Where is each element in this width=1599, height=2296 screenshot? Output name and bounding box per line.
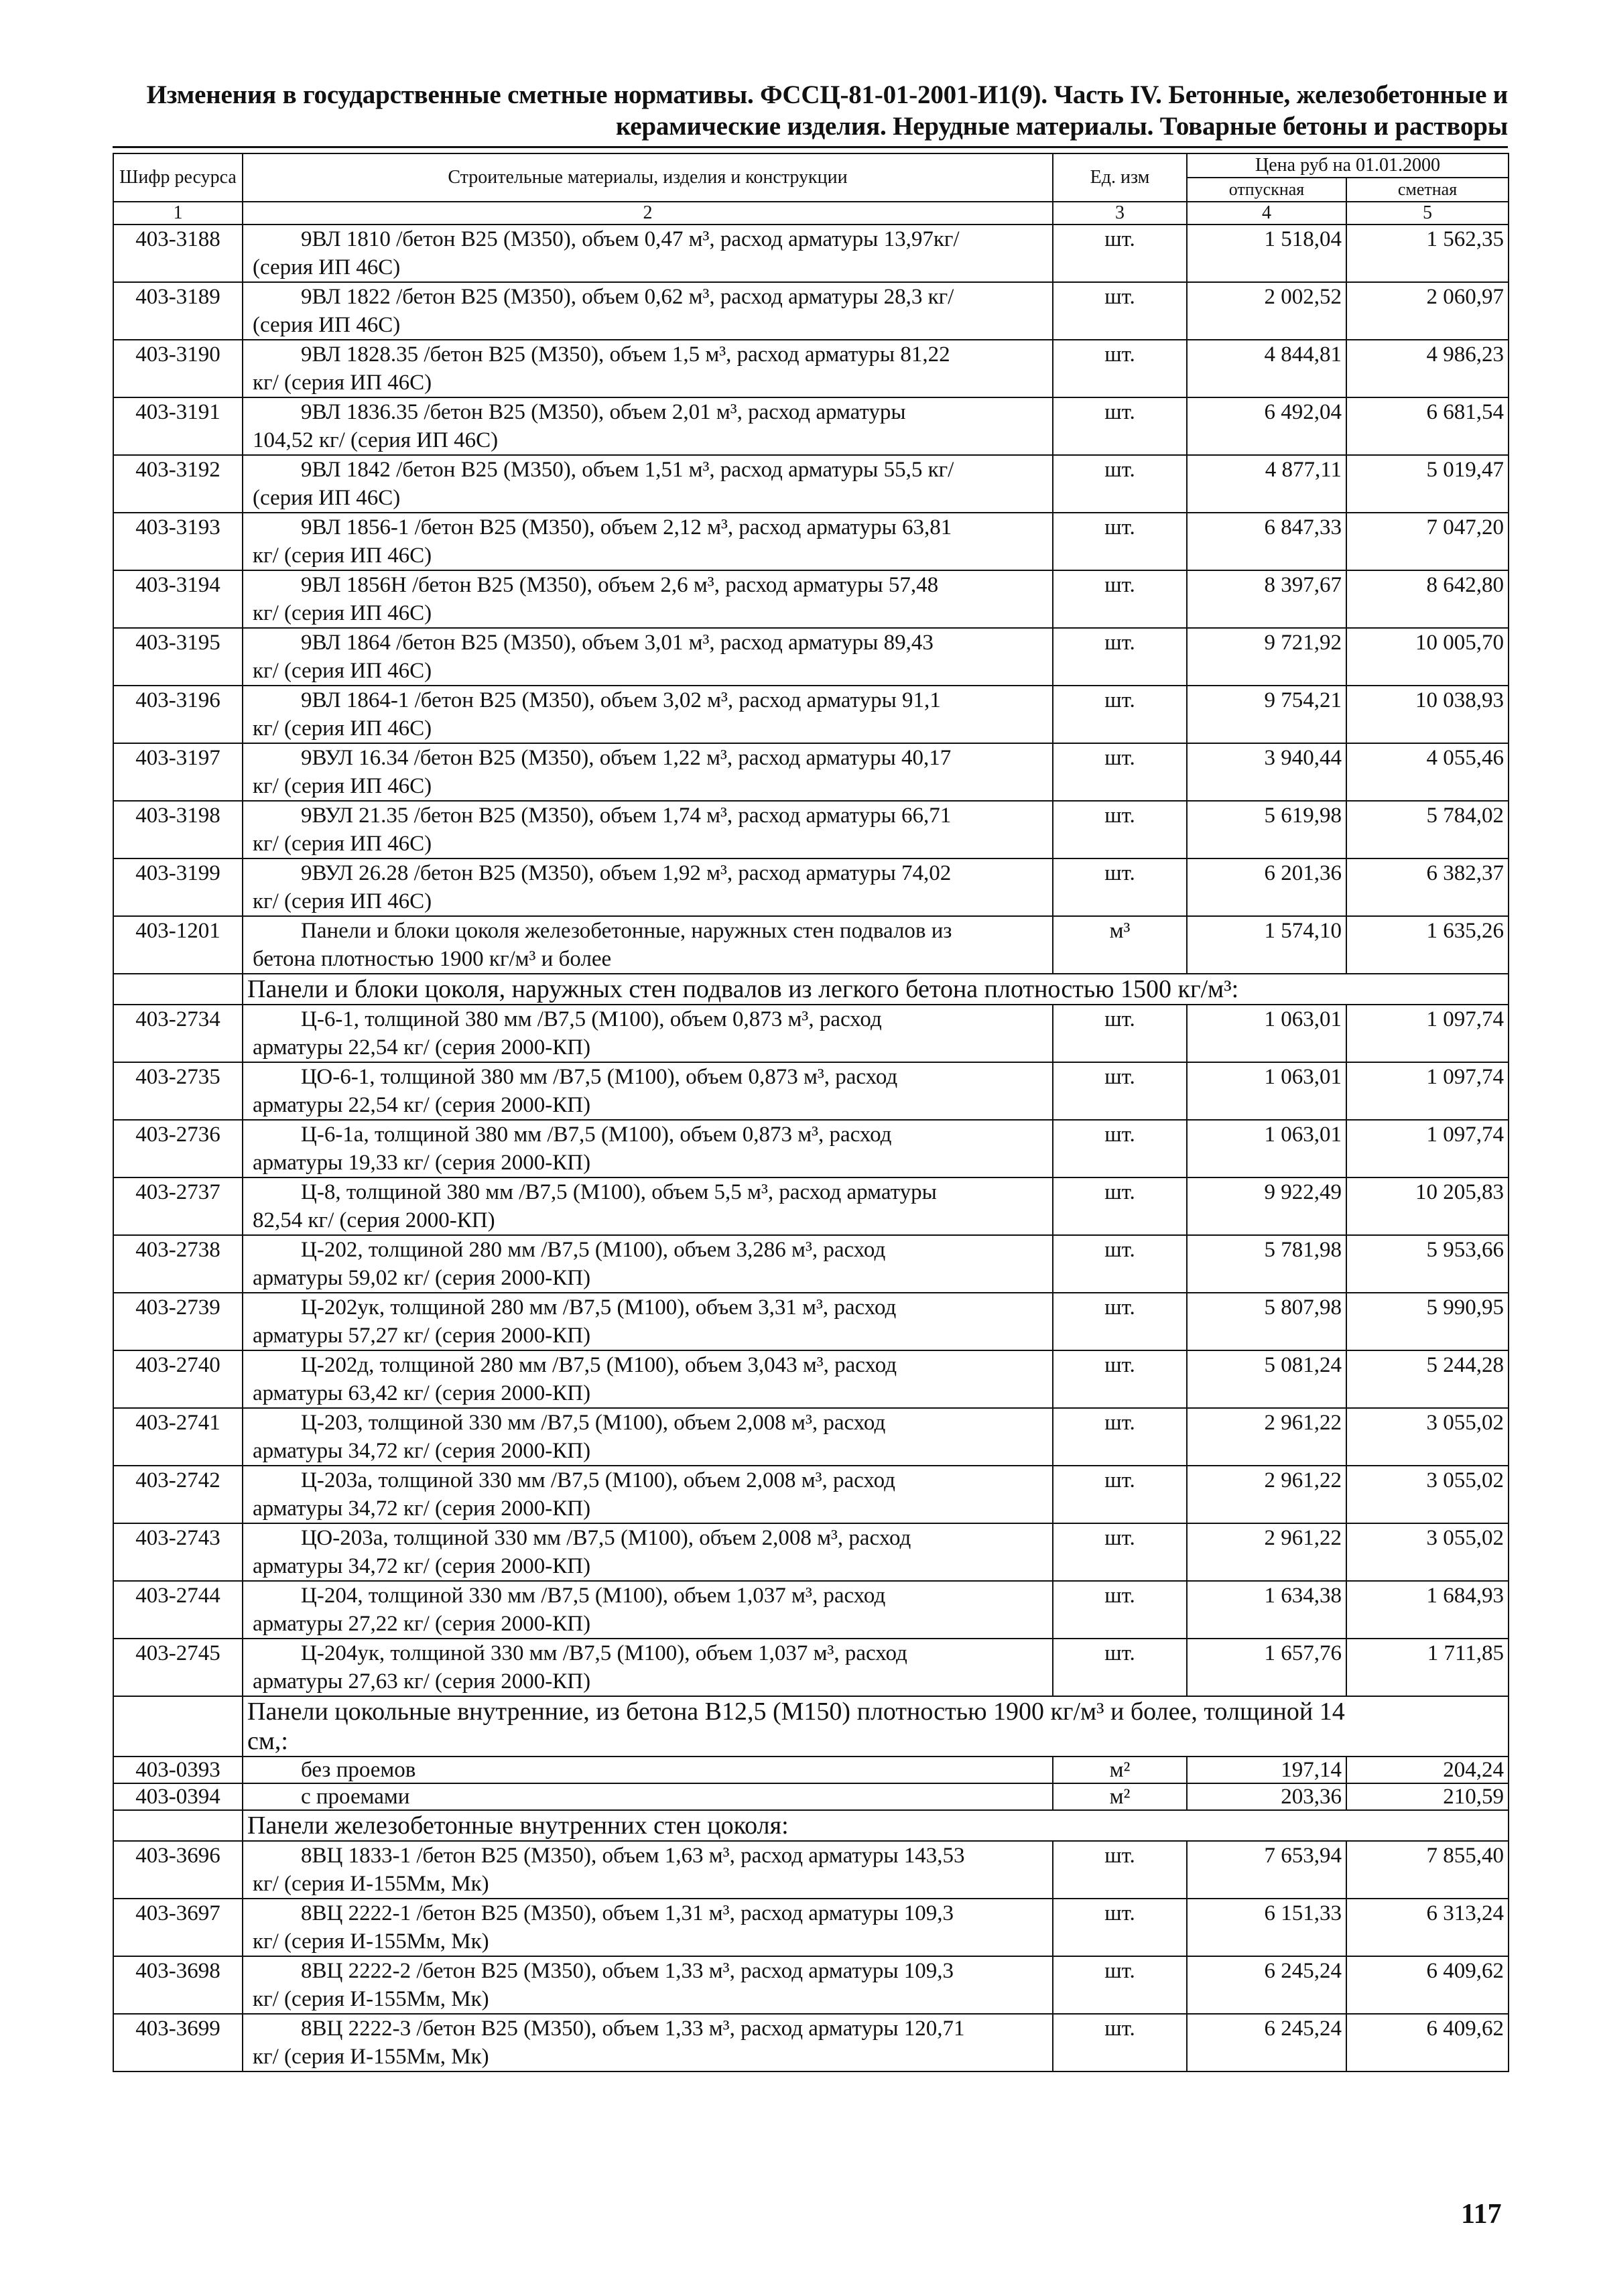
release-price: 1 063,01 (1187, 1062, 1346, 1120)
estimate-price: 5 784,02 (1346, 801, 1509, 858)
material-description (243, 570, 1053, 628)
unit: шт. (1053, 743, 1187, 801)
header-line-2: керамические изделия. Нерудные материалы. Товарные бетоны и растворы (615, 112, 1508, 141)
material-description (243, 628, 1053, 686)
resource-code: 403-2740 (113, 1350, 243, 1408)
table-row (113, 628, 1509, 686)
material-description (243, 1350, 1053, 1408)
description-line-2: арматуры 22,54 кг/ (серия 2000-КП) (253, 1035, 591, 1060)
resource-code: 403-3188 (113, 225, 243, 282)
material-description (243, 1639, 1053, 1696)
section-title-line: Панели цокольные внутренние, из бетона В12,5 (М150) плотностью 1900 кг/м³ и более, толщиной 14 (247, 1698, 1345, 1726)
release-price: 5 619,98 (1187, 801, 1346, 858)
unit: шт. (1053, 455, 1187, 513)
table-row (113, 397, 1509, 455)
release-price: 4 844,81 (1187, 340, 1346, 397)
description-line-2: кг/ (серия ИП 46С) (253, 371, 432, 395)
unit: шт. (1053, 1899, 1187, 1956)
release-price: 2 961,22 (1187, 1466, 1346, 1523)
col-header-code: Шифр ресурса (113, 153, 243, 202)
description-line-1: 9ВЛ 1856Н /бетон В25 (М350), объем 2,6 м³, расход арматуры 57,48 (301, 573, 939, 597)
section-row (113, 1810, 1509, 1841)
description-line-2: кг/ (серия ИП 46С) (253, 659, 432, 683)
col-num: 2 (243, 202, 1053, 225)
table-row (113, 282, 1509, 340)
description-line-1: с проемами (301, 1785, 410, 1809)
unit: шт. (1053, 1120, 1187, 1177)
col-num: 3 (1053, 202, 1187, 225)
resource-code: 403-3197 (113, 743, 243, 801)
material-description (243, 1899, 1053, 1956)
unit: шт. (1053, 628, 1187, 686)
resource-code: 403-3199 (113, 858, 243, 916)
material-description (243, 1177, 1053, 1235)
estimate-price: 4 986,23 (1346, 340, 1509, 397)
description-line-2: арматуры 34,72 кг/ (серия 2000-КП) (253, 1554, 591, 1578)
description-line-1: 8ВЦ 2222-2 /бетон В25 (М350), объем 1,33 м³, расход арматуры 109,3 (301, 1959, 954, 1983)
estimate-price: 7 855,40 (1346, 1841, 1509, 1899)
material-description (243, 1408, 1053, 1466)
material-description (243, 1466, 1053, 1523)
table-row (113, 1899, 1509, 1956)
resource-code: 403-3697 (113, 1899, 243, 1956)
estimate-price: 6 409,62 (1346, 2014, 1509, 2071)
material-description (243, 1062, 1053, 1120)
estimate-price: 1 684,93 (1346, 1581, 1509, 1639)
material-description (243, 1120, 1053, 1177)
material-description (243, 1757, 1053, 1783)
empty-cell (113, 974, 243, 1005)
description-line-1: Ц-204ук, толщиной 330 мм /В7,5 (М100), объем 1,037 м³, расход (301, 1641, 907, 1665)
release-price: 1 657,76 (1187, 1639, 1346, 1696)
table-row (113, 1177, 1509, 1235)
description-line-1: ЦО-6-1, толщиной 380 мм /В7,5 (М100), объем 0,873 м³, расход (301, 1065, 898, 1089)
resource-code: 403-3698 (113, 1956, 243, 2014)
unit: шт. (1053, 2014, 1187, 2071)
description-line-2: (серия ИП 46С) (253, 255, 401, 279)
table-row (113, 1783, 1509, 1810)
material-description (243, 1841, 1053, 1899)
estimate-price: 10 005,70 (1346, 628, 1509, 686)
description-line-2: кг/ (серия ИП 46С) (253, 889, 432, 913)
unit: шт. (1053, 225, 1187, 282)
release-price: 9 721,92 (1187, 628, 1346, 686)
unit: шт. (1053, 1350, 1187, 1408)
estimate-price: 204,24 (1346, 1757, 1509, 1783)
table-row (113, 455, 1509, 513)
unit: м² (1053, 1783, 1187, 1810)
estimate-price: 6 313,24 (1346, 1899, 1509, 1956)
material-description (243, 2014, 1053, 2071)
description-line-2: арматуры 59,02 кг/ (серия 2000-КП) (253, 1266, 591, 1290)
description-line-1: Ц-202, толщиной 280 мм /В7,5 (М100), объем 3,286 м³, расход (301, 1238, 886, 1262)
empty-cell (113, 1696, 243, 1757)
description-line-1: 9ВЛ 1822 /бетон В25 (М350), объем 0,62 м³, расход арматуры 28,3 кг/ (301, 285, 954, 309)
header-rule (113, 146, 1508, 148)
col-header-unit: Ед. изм (1053, 153, 1187, 202)
description-line-2: кг/ (серия И-155Мм, Мк) (253, 1987, 489, 2011)
material-description (243, 1581, 1053, 1639)
description-line-2: бетона плотностью 1900 кг/м³ и более (253, 947, 612, 971)
material-description (243, 513, 1053, 570)
header-line-1: Изменения в государственные сметные нормативы. ФССЦ-81-01-2001-И1(9). Часть IV. Бетонные, железобетонные и (146, 80, 1508, 109)
estimate-price: 210,59 (1346, 1783, 1509, 1810)
description-line-1: 9ВЛ 1864-1 /бетон В25 (М350), объем 3,02 м³, расход арматуры 91,1 (301, 688, 941, 712)
description-line-2: 104,52 кг/ (серия ИП 46С) (253, 428, 499, 452)
resource-code: 403-3193 (113, 513, 243, 570)
section-title (243, 1810, 1509, 1841)
description-line-1: Ц-203а, толщиной 330 мм /В7,5 (М100), объем 2,008 м³, расход (301, 1468, 895, 1492)
table-row (113, 1062, 1509, 1120)
col-header-estimate: сметная (1346, 178, 1509, 202)
resource-code: 403-3192 (113, 455, 243, 513)
release-price: 197,14 (1187, 1757, 1346, 1783)
release-price: 2 961,22 (1187, 1523, 1346, 1581)
table-row (113, 743, 1509, 801)
release-price: 5 781,98 (1187, 1235, 1346, 1293)
description-line-2: кг/ (серия ИП 46С) (253, 601, 432, 625)
resource-code: 403-2737 (113, 1177, 243, 1235)
description-line-2: 82,54 кг/ (серия 2000-КП) (253, 1208, 495, 1232)
release-price: 4 877,11 (1187, 455, 1346, 513)
material-description (243, 801, 1053, 858)
resource-code: 403-3194 (113, 570, 243, 628)
material-description (243, 397, 1053, 455)
unit: шт. (1053, 513, 1187, 570)
estimate-price: 7 047,20 (1346, 513, 1509, 570)
material-description (243, 225, 1053, 282)
release-price: 2 961,22 (1187, 1408, 1346, 1466)
release-price: 6 492,04 (1187, 397, 1346, 455)
description-line-2: арматуры 34,72 кг/ (серия 2000-КП) (253, 1496, 591, 1521)
estimate-price: 3 055,02 (1346, 1408, 1509, 1466)
release-price: 6 245,24 (1187, 2014, 1346, 2071)
resource-code: 403-2735 (113, 1062, 243, 1120)
unit: шт. (1053, 1005, 1187, 1062)
table-row (113, 1956, 1509, 2014)
unit: м³ (1053, 916, 1187, 974)
page-number: 117 (1461, 2199, 1502, 2230)
unit: шт. (1053, 1523, 1187, 1581)
unit: шт. (1053, 570, 1187, 628)
estimate-price: 10 038,93 (1346, 686, 1509, 743)
description-line-1: 9ВЛ 1864 /бетон В25 (М350), объем 3,01 м³, расход арматуры 89,43 (301, 631, 934, 655)
resource-code: 403-1201 (113, 916, 243, 974)
resource-code: 403-3191 (113, 397, 243, 455)
material-description (243, 1235, 1053, 1293)
release-price: 9 922,49 (1187, 1177, 1346, 1235)
material-description (243, 1523, 1053, 1581)
description-line-1: 9ВУЛ 26.28 /бетон В25 (М350), объем 1,92 м³, расход арматуры 74,02 (301, 861, 952, 885)
resource-code: 403-2741 (113, 1408, 243, 1466)
release-price: 7 653,94 (1187, 1841, 1346, 1899)
material-description (243, 686, 1053, 743)
description-line-2: арматуры 27,22 кг/ (серия 2000-КП) (253, 1612, 591, 1636)
unit: шт. (1053, 1408, 1187, 1466)
table-row (113, 513, 1509, 570)
table-row (113, 570, 1509, 628)
table-row (113, 686, 1509, 743)
section-row (113, 974, 1509, 1005)
section-title-line: Панели и блоки цоколя, наружных стен подвалов из легкого бетона плотностью 1500 кг/м³: (247, 975, 1239, 1003)
price-table (113, 153, 1509, 2072)
description-line-1: 9ВУЛ 16.34 /бетон В25 (М350), объем 1,22 м³, расход арматуры 40,17 (301, 746, 952, 770)
section-title-line: Панели железобетонные внутренних стен цоколя: (247, 1811, 789, 1840)
release-price: 1 518,04 (1187, 225, 1346, 282)
description-line-2: кг/ (серия И-155Мм, Мк) (253, 2045, 489, 2069)
table-row (113, 1523, 1509, 1581)
estimate-price: 1 097,74 (1346, 1062, 1509, 1120)
table-row (113, 1841, 1509, 1899)
description-line-2: кг/ (серия И-155Мм, Мк) (253, 1872, 489, 1896)
col-header-release: отпускная (1187, 178, 1346, 202)
section-row (113, 1696, 1509, 1757)
resource-code: 403-0394 (113, 1783, 243, 1810)
table-row (113, 1757, 1509, 1783)
material-description (243, 340, 1053, 397)
resource-code: 403-2738 (113, 1235, 243, 1293)
section-title-line: см,: (247, 1727, 288, 1755)
resource-code: 403-2744 (113, 1581, 243, 1639)
release-price: 9 754,21 (1187, 686, 1346, 743)
unit: шт. (1053, 1235, 1187, 1293)
table-row (113, 1581, 1509, 1639)
description-line-1: ЦО-203а, толщиной 330 мм /В7,5 (М100), объем 2,008 м³, расход (301, 1526, 911, 1550)
estimate-price: 1 562,35 (1346, 225, 1509, 282)
estimate-price: 3 055,02 (1346, 1466, 1509, 1523)
estimate-price: 1 711,85 (1346, 1639, 1509, 1696)
material-description (243, 858, 1053, 916)
table-row (113, 916, 1509, 974)
unit: шт. (1053, 1639, 1187, 1696)
description-line-2: кг/ (серия ИП 46С) (253, 544, 432, 568)
table-row (113, 1408, 1509, 1466)
table-row (113, 801, 1509, 858)
description-line-1: Ц-204, толщиной 330 мм /В7,5 (М100), объем 1,037 м³, расход (301, 1584, 886, 1608)
unit: шт. (1053, 858, 1187, 916)
release-price: 1 063,01 (1187, 1005, 1346, 1062)
table-row (113, 1293, 1509, 1350)
table-row (113, 1639, 1509, 1696)
estimate-price: 1 097,74 (1346, 1005, 1509, 1062)
resource-code: 403-2739 (113, 1293, 243, 1350)
resource-code: 403-2736 (113, 1120, 243, 1177)
unit: шт. (1053, 1841, 1187, 1899)
estimate-price: 6 681,54 (1346, 397, 1509, 455)
description-line-2: арматуры 19,33 кг/ (серия 2000-КП) (253, 1151, 591, 1175)
page-header (127, 79, 1508, 142)
unit: шт. (1053, 1581, 1187, 1639)
section-title (243, 974, 1509, 1005)
description-line-2: (серия ИП 46С) (253, 313, 401, 337)
description-line-1: 9ВЛ 1810 /бетон В25 (М350), объем 0,47 м³, расход арматуры 13,97кг/ (301, 227, 960, 251)
description-line-1: 9ВЛ 1842 /бетон В25 (М350), объем 1,51 м³, расход арматуры 55,5 кг/ (301, 458, 954, 482)
col-header-desc: Строительные материалы, изделия и конструкции (243, 153, 1053, 202)
estimate-price: 2 060,97 (1346, 282, 1509, 340)
description-line-2: кг/ (серия И-155Мм, Мк) (253, 1929, 489, 1954)
estimate-price: 5 990,95 (1346, 1293, 1509, 1350)
release-price: 6 151,33 (1187, 1899, 1346, 1956)
material-description (243, 455, 1053, 513)
resource-code: 403-3195 (113, 628, 243, 686)
resource-code: 403-3696 (113, 1841, 243, 1899)
description-line-1: 8ВЦ 2222-1 /бетон В25 (М350), объем 1,31 м³, расход арматуры 109,3 (301, 1901, 954, 1925)
estimate-price: 8 642,80 (1346, 570, 1509, 628)
unit: м² (1053, 1757, 1187, 1783)
table-row (113, 1466, 1509, 1523)
table-row (113, 340, 1509, 397)
release-price: 6 245,24 (1187, 1956, 1346, 2014)
estimate-price: 5 019,47 (1346, 455, 1509, 513)
material-description (243, 1293, 1053, 1350)
release-price: 1 063,01 (1187, 1120, 1346, 1177)
description-line-1: без проемов (301, 1758, 416, 1782)
description-line-1: 9ВЛ 1828.35 /бетон В25 (М350), объем 1,5 м³, расход арматуры 81,22 (301, 342, 950, 367)
release-price: 8 397,67 (1187, 570, 1346, 628)
release-price: 6 847,33 (1187, 513, 1346, 570)
estimate-price: 6 409,62 (1346, 1956, 1509, 2014)
resource-code: 403-3699 (113, 2014, 243, 2071)
description-line-2: арматуры 27,63 кг/ (серия 2000-КП) (253, 1669, 591, 1694)
estimate-price: 1 097,74 (1346, 1120, 1509, 1177)
description-line-2: кг/ (серия ИП 46С) (253, 774, 432, 798)
description-line-2: арматуры 34,72 кг/ (серия 2000-КП) (253, 1439, 591, 1463)
description-line-1: Панели и блоки цоколя железобетонные, наружных стен подвалов из (301, 919, 952, 943)
material-description (243, 1956, 1053, 2014)
col-num: 4 (1187, 202, 1346, 225)
unit: шт. (1053, 1293, 1187, 1350)
table-row (113, 1120, 1509, 1177)
estimate-price: 4 055,46 (1346, 743, 1509, 801)
table-row (113, 858, 1509, 916)
table-row (113, 1235, 1509, 1293)
description-line-2: кг/ (серия ИП 46С) (253, 832, 432, 856)
release-price: 1 634,38 (1187, 1581, 1346, 1639)
release-price: 6 201,36 (1187, 858, 1346, 916)
release-price: 5 081,24 (1187, 1350, 1346, 1408)
release-price: 203,36 (1187, 1783, 1346, 1810)
estimate-price: 3 055,02 (1346, 1523, 1509, 1581)
unit: шт. (1053, 282, 1187, 340)
estimate-price: 6 382,37 (1346, 858, 1509, 916)
description-line-2: кг/ (серия ИП 46С) (253, 716, 432, 741)
description-line-1: 9ВУЛ 21.35 /бетон В25 (М350), объем 1,74 м³, расход арматуры 66,71 (301, 804, 952, 828)
description-line-1: 8ВЦ 2222-3 /бетон В25 (М350), объем 1,33 м³, расход арматуры 120,71 (301, 2017, 965, 2041)
unit: шт. (1053, 686, 1187, 743)
table-row (113, 2014, 1509, 2071)
release-price: 1 574,10 (1187, 916, 1346, 974)
unit: шт. (1053, 1062, 1187, 1120)
description-line-1: 9ВЛ 1856-1 /бетон В25 (М350), объем 2,12 м³, расход арматуры 63,81 (301, 515, 952, 539)
unit: шт. (1053, 1956, 1187, 2014)
material-description (243, 1005, 1053, 1062)
col-header-price: Цена руб на 01.01.2000 (1187, 153, 1509, 178)
unit: шт. (1053, 397, 1187, 455)
section-title (243, 1696, 1509, 1757)
unit: шт. (1053, 1177, 1187, 1235)
resource-code: 403-0393 (113, 1757, 243, 1783)
description-line-1: Ц-8, толщиной 380 мм /В7,5 (М100), объем 5,5 м³, расход арматуры (301, 1180, 937, 1204)
description-line-1: Ц-202д, толщиной 280 мм /В7,5 (М100), объем 3,043 м³, расход (301, 1353, 897, 1377)
description-line-1: 9ВЛ 1836.35 /бетон В25 (М350), объем 2,01 м³, расход арматуры (301, 400, 906, 424)
material-description (243, 743, 1053, 801)
unit: шт. (1053, 1466, 1187, 1523)
estimate-price: 1 635,26 (1346, 916, 1509, 974)
release-price: 2 002,52 (1187, 282, 1346, 340)
description-line-1: Ц-6-1а, толщиной 380 мм /В7,5 (М100), объем 0,873 м³, расход (301, 1123, 892, 1147)
estimate-price: 5 953,66 (1346, 1235, 1509, 1293)
resource-code: 403-2745 (113, 1639, 243, 1696)
release-price: 3 940,44 (1187, 743, 1346, 801)
resource-code: 403-2743 (113, 1523, 243, 1581)
col-num: 5 (1346, 202, 1509, 225)
release-price: 5 807,98 (1187, 1293, 1346, 1350)
material-description (243, 1783, 1053, 1810)
unit: шт. (1053, 801, 1187, 858)
description-line-1: Ц-202ук, толщиной 280 мм /В7,5 (М100), объем 3,31 м³, расход (301, 1295, 897, 1320)
resource-code: 403-2734 (113, 1005, 243, 1062)
unit: шт. (1053, 340, 1187, 397)
estimate-price: 10 205,83 (1346, 1177, 1509, 1235)
table-row (113, 1350, 1509, 1408)
resource-code: 403-2742 (113, 1466, 243, 1523)
col-num: 1 (113, 202, 243, 225)
description-line-2: арматуры 57,27 кг/ (серия 2000-КП) (253, 1324, 591, 1348)
estimate-price: 5 244,28 (1346, 1350, 1509, 1408)
resource-code: 403-3190 (113, 340, 243, 397)
table-row (113, 1005, 1509, 1062)
description-line-1: 8ВЦ 1833-1 /бетон В25 (М350), объем 1,63 м³, расход арматуры 143,53 (301, 1844, 965, 1868)
description-line-1: Ц-203, толщиной 330 мм /В7,5 (М100), объем 2,008 м³, расход (301, 1411, 886, 1435)
description-line-2: (серия ИП 46С) (253, 486, 401, 510)
resource-code: 403-3189 (113, 282, 243, 340)
column-number-row (113, 202, 1509, 225)
description-line-2: арматуры 63,42 кг/ (серия 2000-КП) (253, 1381, 591, 1405)
material-description (243, 916, 1053, 974)
table-row (113, 225, 1509, 282)
material-description (243, 282, 1053, 340)
resource-code: 403-3198 (113, 801, 243, 858)
description-line-2: арматуры 22,54 кг/ (серия 2000-КП) (253, 1093, 591, 1117)
description-line-1: Ц-6-1, толщиной 380 мм /В7,5 (М100), объем 0,873 м³, расход (301, 1007, 882, 1031)
empty-cell (113, 1810, 243, 1841)
resource-code: 403-3196 (113, 686, 243, 743)
